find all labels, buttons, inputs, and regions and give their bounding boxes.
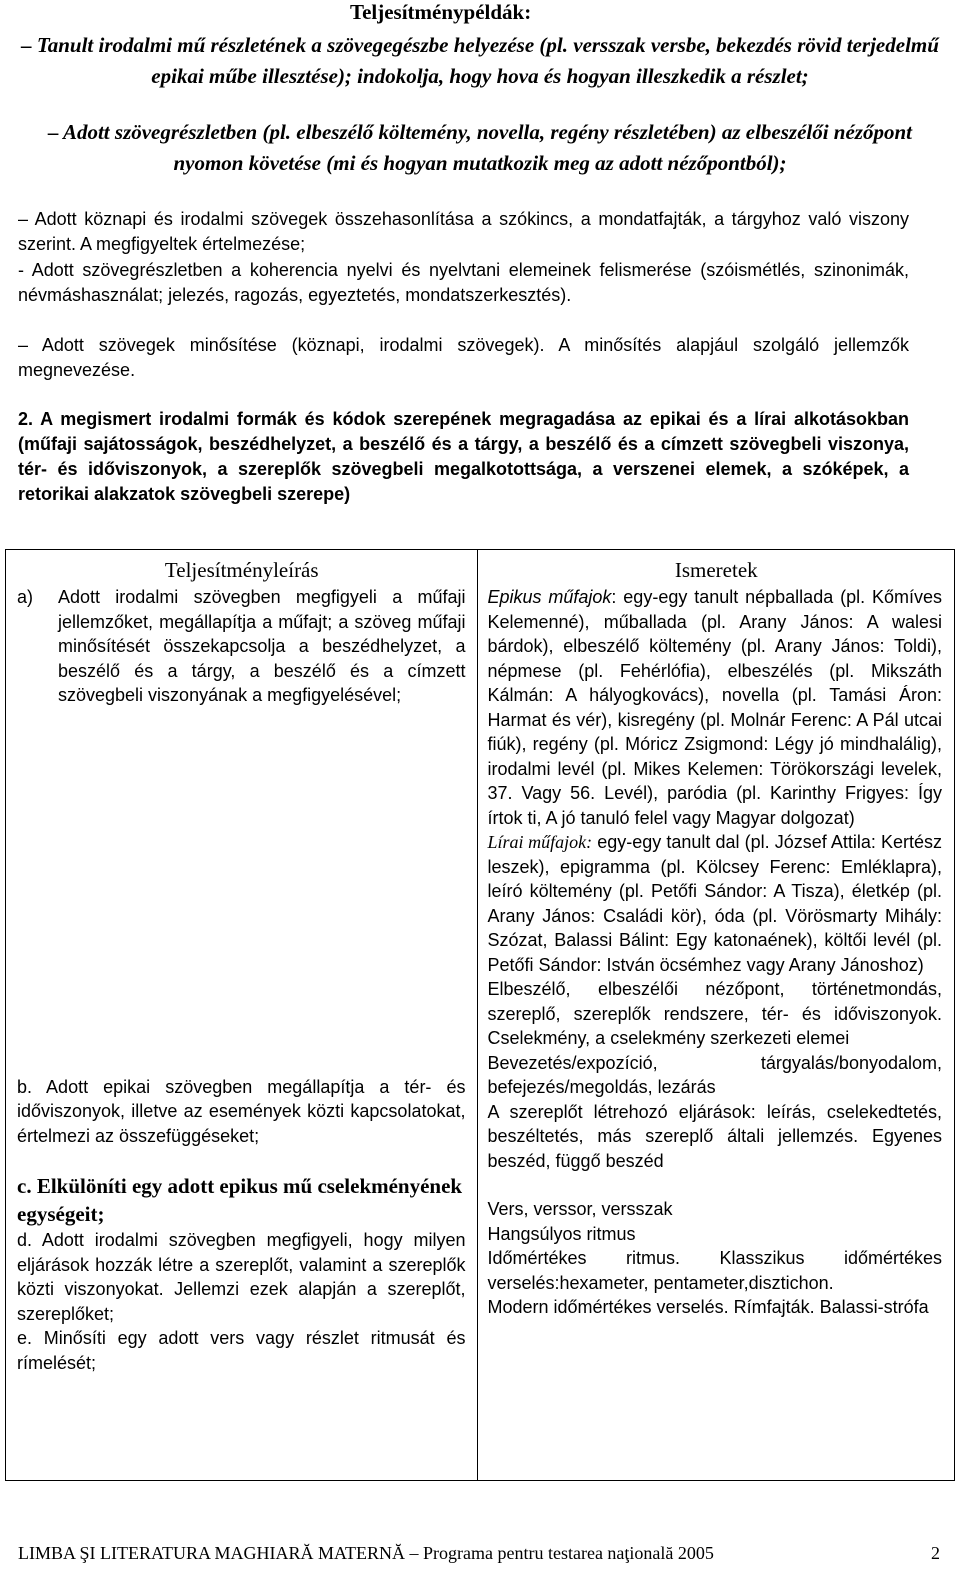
example-item-4: - Adott szövegrészletben a koherencia nyelvi és nyelvtani elemeinek felismerése (szóismétlés, szinonimák, névmáshasználat; jelezés, ragozás, egyeztetés, mondatszerkesztés). (18, 260, 909, 305)
example-item-5: – Adott szövegek minősítése (köznapi, irodalmi szövegek). A minősítés alapjául szolgáló jellemzők megnevezése. (18, 335, 909, 380)
example-item-3: – Adott köznapi és irodalmi szövegek összehasonlítása a szókincs, a mondatfajták, a tárgyhoz való viszony szerint. A megfigyeltek értelmezése; (18, 209, 909, 254)
item-c: c. Elkülöníti egy adott epikus mű cselekményének egységeit; (17, 1174, 463, 1226)
section-2-heading: 2. A megismert irodalmi formák és kódok szerepének megragadása az epikai és a lírai alkotásokban (műfaji sajátosságok, beszédhelyzet, a beszélő és a tárgy, a beszélő és a címzett szövegbeli viszonya, tér- és időviszonyok, a szereplők szövegbeli megalkotottsága, a verszenei elemek, a szóképek, a retorikai alakzatok szövegbeli szerepe) (18, 409, 909, 504)
item-e: e. Minősíti egy adott vers vagy részlet ritmusát és rímelését; (17, 1328, 466, 1373)
quantitative-rhythm: Időmértékes ritmus. Klasszikus időmértékes verselés:hexameter, pentameter,disztichon. (487, 1248, 942, 1293)
left-column-body (6, 585, 477, 1375)
item-b: b. Adott epikai szövegben megállapítja a tér- és időviszonyok, illetve az események közti kapcsolatokat, értelmezi az összefüggéseket; (17, 1076, 466, 1146)
plot-structure: Bevezetés/expozíció, tárgyalás/bonyodalom, befejezés/megoldás, lezárás (487, 1052, 942, 1097)
epic-genres-label: Epikus műfajok (487, 587, 612, 607)
page-footer (18, 1543, 940, 1564)
character-techniques: A szereplőt létrehozó eljárások: leírás, cselekedtetés, beszéltetés, más szereplő általi jellemzés. Egyenes beszéd, függő beszéd (487, 1101, 942, 1171)
page-number: 2 (931, 1543, 940, 1563)
table-left-column (6, 550, 478, 1481)
verse-terms: Vers, verssor, versszak (487, 1199, 673, 1219)
item-a-label: a) (17, 587, 34, 607)
item-d: d. Adott irodalmi szövegben megfigyeli, hogy milyen eljárások hozzák létre a szereplőt, valamint a szereplők közti viszonyokat. Jellemzi ezek alapján a szereplőt, szereplőket; (17, 1230, 466, 1324)
lyric-genres (487, 830, 942, 977)
lyric-genres-text: egy-egy tanult dal (pl. József Attila: Kertész leszek), epigramma (pl. Kölcsey Ferenc: Emléklapra), leíró költemény (pl. Petőfi Sándor: A Tisza), életkép (pl. Arany János: Családi kör), óda (pl. Vörösmarty Mihály: Szózat, Balassi Bálint: Egy katonaének), költői levél (pl. Petőfi Sándor: István öcsémhez vagy Arany Jánoshoz) (487, 832, 942, 975)
example-item-2: – Adott szövegrészletben (pl. elbeszélő költemény, novella, regény részletében) az elbeszélői nézőpont nyomon követése (mi és hogyan mutatkozik meg az adott nézőpontból); (48, 120, 912, 175)
table-right-column (478, 550, 955, 1481)
modern-versification: Modern időmértékes verselés. Rímfajták. Balassi-strófa (487, 1297, 929, 1317)
item-a (17, 585, 465, 708)
example-item-1: – Tanult irodalmi mű részletének a szövegegészbe helyezése (pl. versszak versbe, bekezdés rövid terjedelmű epikai műbe illesztése); indokolja, hogy hova és hogyan illeszkedik a részlet; (21, 33, 939, 88)
footer-text: LIMBA ŞI LITERATURA MAGHIARĂ MATERNĂ – Programa pentru testarea naţională 2005 (18, 1543, 714, 1563)
epic-genres (487, 585, 942, 830)
competence-table (5, 549, 955, 1481)
epic-genres-text: : egy-egy tanult népballada (pl. Kőmíves Kelemenné), műballada (pl. Arany János: A walesi bárdok), elbeszélő költemény (pl. Arany János: Toldi), népmese (pl. Fehérlófia), elbeszélés (pl. Mikszáth Kálmán: A hályogkovács), novella (pl. Tamási Áron: Harmat és vér), kisregény (pl. Molnár Ferenc: A Pál utcai fiúk), regény (pl. Móricz Zsigmond: Légy jó mindhalálig), irodalmi levél (pl. Mikes Kelemen: Törökországi levelek, 37. Vagy 56. Levél), paródia (pl. Karinthy Frigyes: Így írtok ti, A jó tanuló felel vagy Magyar dolgozat) (487, 587, 942, 828)
right-column-body (478, 585, 954, 1320)
accentual-rhythm: Hangsúlyos ritmus (487, 1223, 636, 1244)
lyric-genres-label: Lírai műfajok: (487, 832, 593, 852)
item-a-text: Adott irodalmi szövegben megfigyeli a műfaji jellemzőket, megállapítja a műfajt; a szöveg műfaji minősítését összekapcsolja a beszédhelyzet, a beszélő és a tárgy, a beszélő és a címzett szövegbeli viszonyának a megfigyelésével; (58, 587, 466, 705)
page-heading: Teljesítménypéldák: (350, 0, 532, 24)
left-column-header: Teljesítményleírás (164, 558, 319, 582)
narrative-terms: Elbeszélő, elbeszélői nézőpont, történetmondás, szereplő, szereplők rendszere, tér- és időviszonyok. Cselekmény, a cselekmény szerkezeti elemei (487, 979, 942, 1048)
right-column-header: Ismeretek (674, 558, 758, 582)
